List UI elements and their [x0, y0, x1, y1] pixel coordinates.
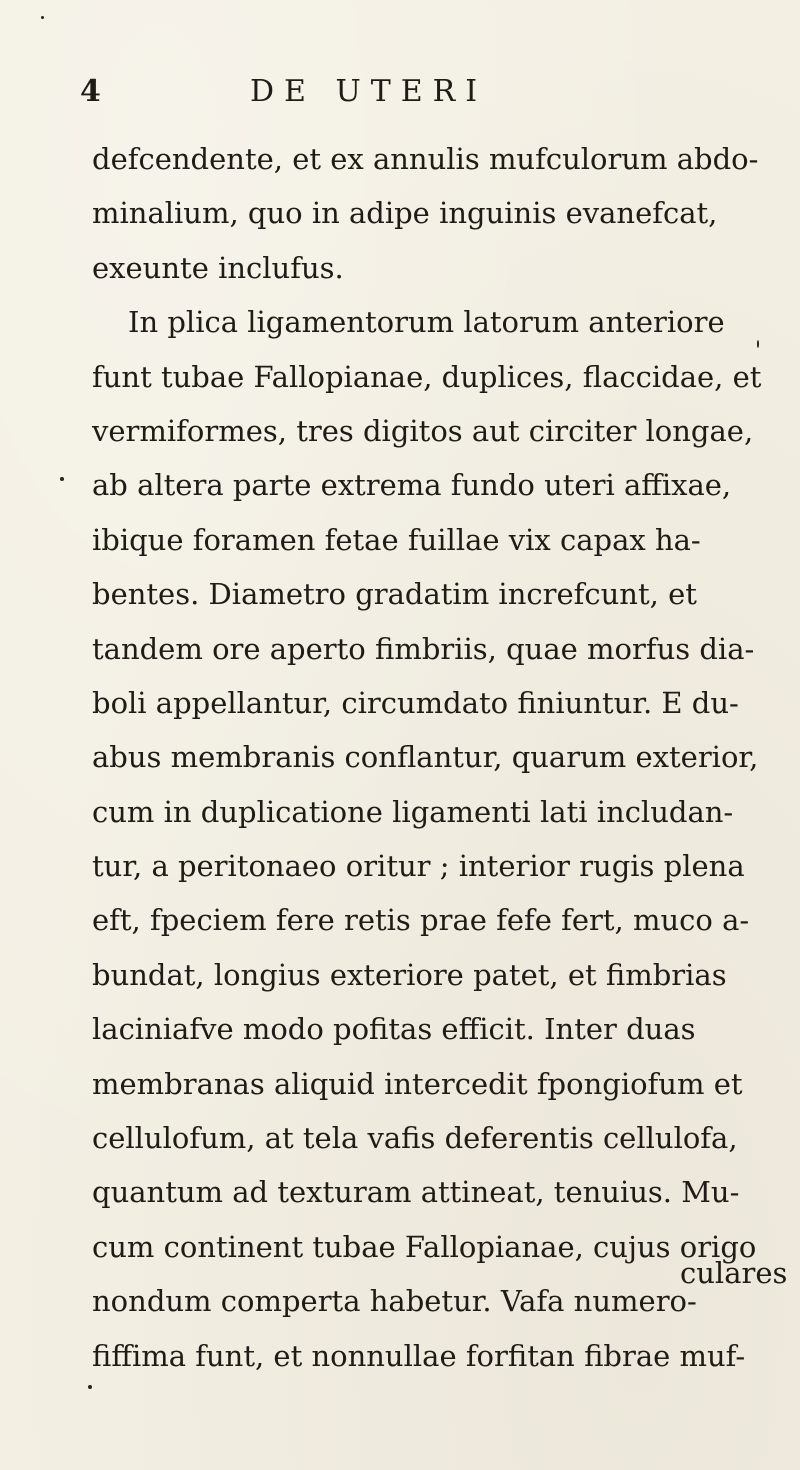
ink-speck [757, 340, 759, 348]
text-line: laciniafve modo pofitas efficit. Inter duas [92, 1012, 696, 1047]
text-line: tur, a peritonaeo oritur ; interior rugis plena [92, 849, 745, 884]
text-line: minalium, quo in adipe inguinis evanefcat, [92, 196, 718, 231]
text-line: cum in duplicatione ligamenti lati includan- [92, 794, 734, 829]
catchword: culares [680, 1256, 788, 1290]
text-line: ibique foramen fetae fuillae vix capax ha- [92, 522, 701, 557]
text-line: membranas aliquid intercedit fpongiofum et [92, 1066, 743, 1101]
page-number: 4 [80, 74, 101, 109]
ink-speck [41, 16, 44, 19]
text-line: In plica ligamentorum latorum anteriore [128, 305, 725, 340]
body-text [92, 132, 782, 1383]
text-line: eft, fpeciem fere retis prae fefe fert, muco a- [92, 903, 750, 938]
running-head: DE UTERI [250, 74, 488, 109]
text-line: nondum comperta habetur. Vafa numero- [92, 1284, 697, 1319]
text-line: exeunte inclufus. [92, 250, 344, 285]
text-line: funt tubae Fallopianae, duplices, flaccidae, et [92, 359, 762, 394]
text-line: vermiformes, tres digitos aut circiter longae, [92, 413, 754, 448]
text-line: bentes. Diametro gradatim increfcunt, et [92, 577, 697, 612]
text-line: bundat, longius exteriore patet, et fimbrias [92, 957, 727, 992]
text-line: abus membranis conflantur, quarum exterior, [92, 740, 759, 775]
text-line: defcendente, et ex annulis mufculorum abdo- [92, 142, 759, 176]
ink-speck [88, 1385, 92, 1389]
text-line: fiffima funt, et nonnullae forfitan fibrae muf- [92, 1338, 746, 1373]
text-line: quantum ad texturam attineat, tenuius. Mu- [92, 1175, 740, 1210]
text-line: boli appellantur, circumdato finiuntur. E du- [92, 685, 739, 720]
page-header [80, 72, 640, 112]
text-line: tandem ore aperto fimbriis, quae morfus dia- [92, 631, 755, 666]
text-line: cellulofum, at tela vafis deferentis cellulofa, [92, 1121, 738, 1156]
ink-speck [60, 477, 64, 481]
text-line: ab altera parte extrema fundo uteri affixae, [92, 468, 732, 503]
text-line: cum continent tubae Fallopianae, cujus origo [92, 1229, 757, 1264]
